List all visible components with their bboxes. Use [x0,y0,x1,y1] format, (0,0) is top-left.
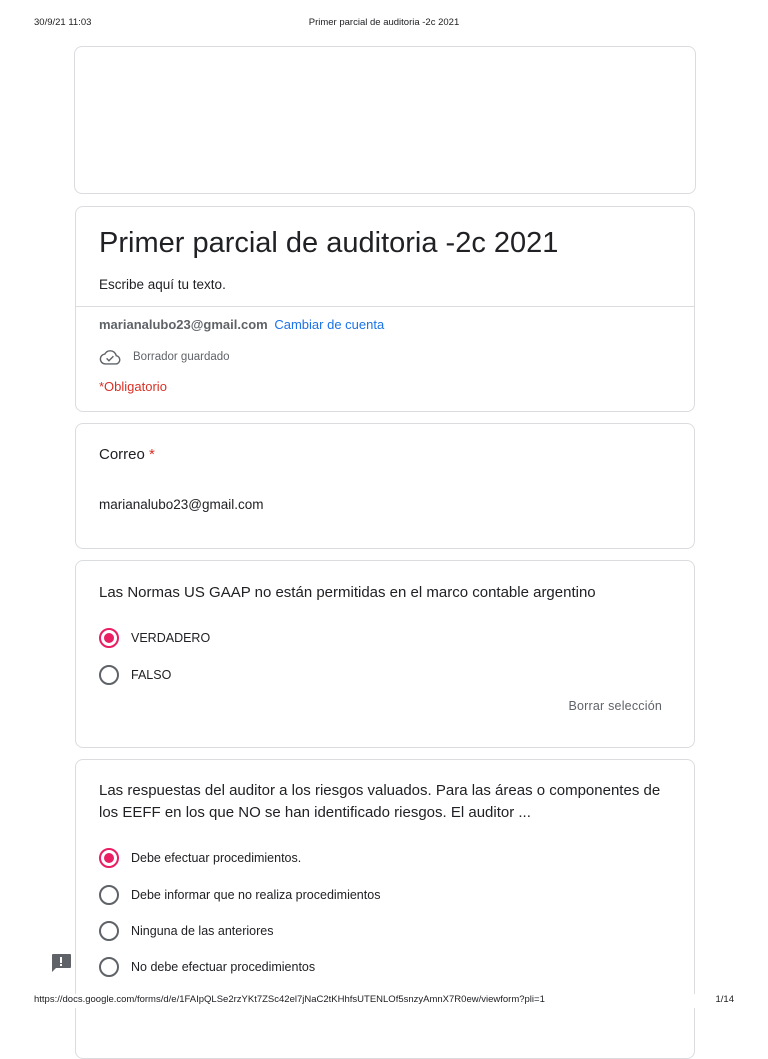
option-label: VERDADERO [131,631,211,645]
print-page-title: Primer parcial de auditoria -2c 2021 [308,17,460,28]
form-title: Primer parcial de auditoria -2c 2021 [99,227,559,259]
form-description: Escribe aquí tu texto. [99,277,226,292]
draft-status-text: Borrador guardado [133,351,230,363]
option-label: FALSO [131,668,172,682]
print-datetime: 30/9/21 11:03 [34,17,92,28]
radio-option-verdadero[interactable] [99,627,210,649]
radio-button[interactable] [99,885,119,905]
account-line [99,317,384,332]
email-answer[interactable]: marianalubo23@gmail.com [99,497,264,512]
question-title: Las respuestas del auditor a los riesgos valuados. Para las áreas o componentes de los EEFF en los que NO se han identificado riesgos. El auditor ... [99,782,661,821]
option-label: No debe efectuar procedimientos [131,960,316,974]
option-label: Debe efectuar procedimientos. [131,851,302,865]
print-url: https://docs.google.com/forms/d/e/1FAIpQLSe2rzYKt7ZSc42el7jNaC2tKHhfsUTENLOf5snzyAmnX7R0ew/viewform?pli=1 [34,994,545,1005]
radio-button[interactable] [99,957,119,977]
radio-button[interactable] [99,921,119,941]
print-page-number: 1/14 [715,994,734,1005]
form-header-card [75,206,695,412]
option-label: Debe informar que no realiza procedimientos [131,888,381,902]
header-divider [76,306,694,307]
account-email: marianalubo23@gmail.com [99,317,268,332]
draft-status [99,347,230,367]
print-footer [0,994,768,1008]
form-banner [74,46,696,194]
switch-account-link[interactable]: Cambiar de cuenta [274,317,385,332]
email-question-card [75,423,695,549]
email-label-text: Correo [99,446,145,463]
email-question-label [99,444,155,466]
required-asterisk: * [149,446,155,463]
option-label: Ninguna de las anteriores [131,924,274,938]
radio-button-checked[interactable] [99,628,119,648]
radio-button-checked[interactable] [99,848,119,868]
question-card-1 [75,560,695,748]
required-note: *Obligatorio [99,379,167,394]
radio-option-ninguna[interactable] [99,920,273,942]
radio-option-debe-efectuar[interactable] [99,847,301,869]
radio-option-debe-informar[interactable] [99,884,380,906]
radio-option-falso[interactable] [99,664,171,686]
question-card-2 [75,759,695,1059]
feedback-icon[interactable] [50,953,72,973]
cloud-check-icon [99,349,121,365]
question-title: Las Normas US GAAP no están permitidas en el marco contable argentino [99,584,596,601]
radio-option-no-debe[interactable] [99,956,315,978]
print-header [0,17,768,31]
radio-button[interactable] [99,665,119,685]
clear-selection-button[interactable]: Borrar selección [568,699,662,713]
